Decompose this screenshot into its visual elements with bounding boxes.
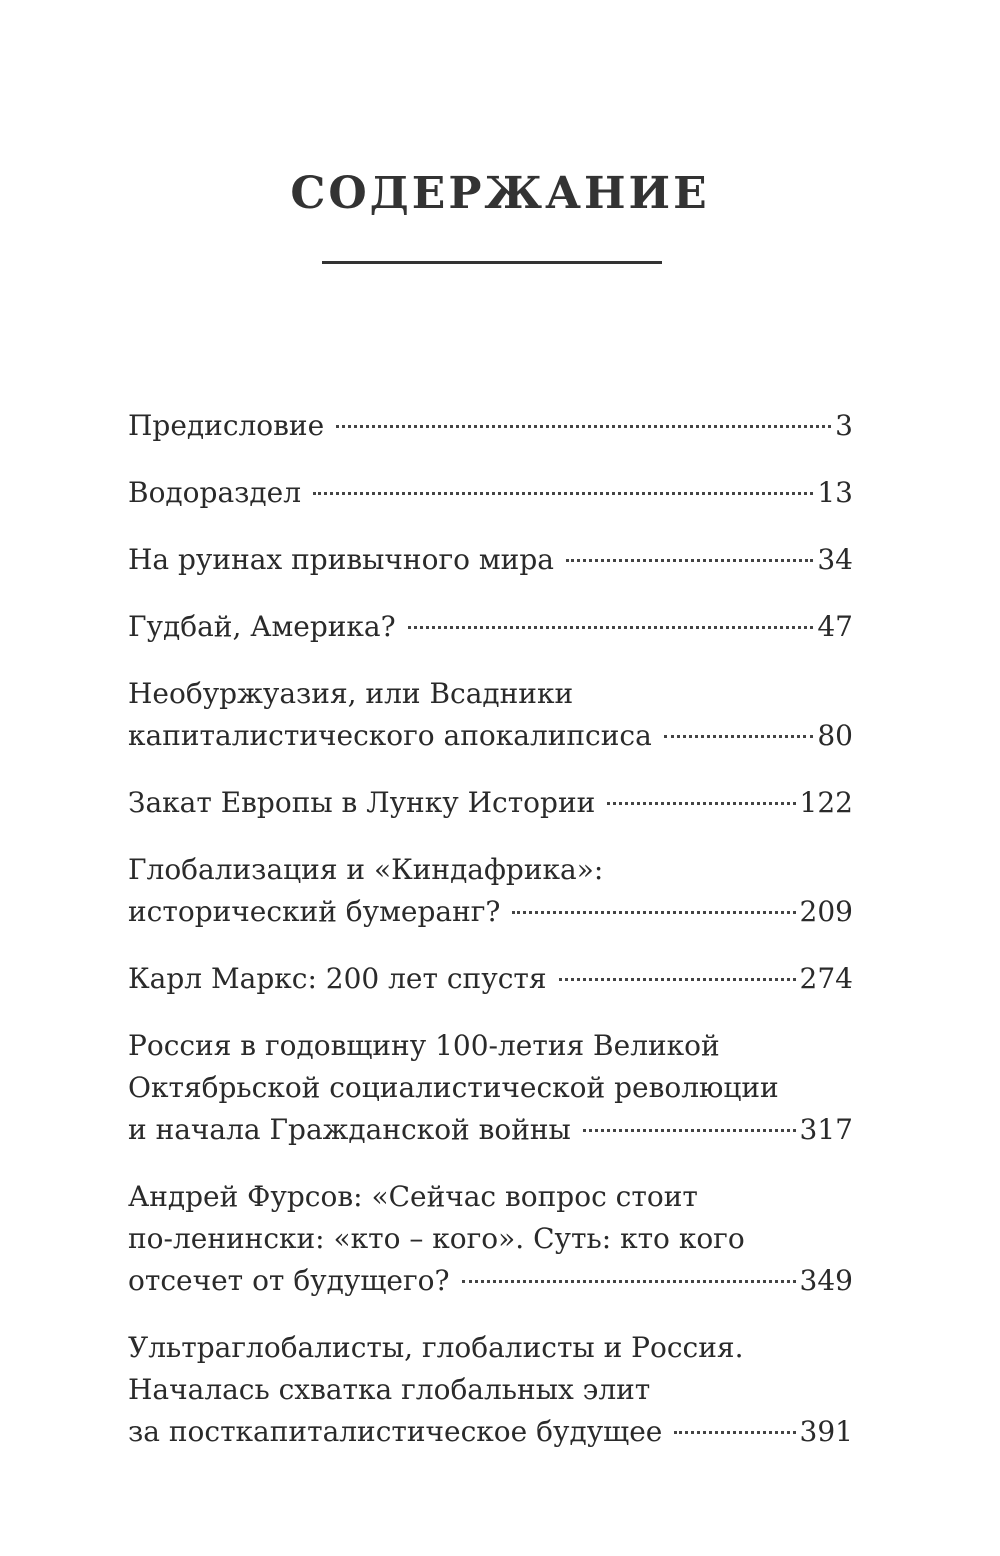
toc-entry: [128, 1025, 853, 1151]
toc-entry: [128, 472, 853, 514]
toc-entry: [128, 958, 853, 1000]
toc-entry: [128, 849, 853, 933]
dot-leader: [664, 735, 814, 738]
toc-entry-last-line: [128, 891, 853, 933]
toc-page-number: 80: [817, 719, 853, 752]
toc-entry-title-line: за посткапиталистическое будущее: [128, 1415, 663, 1448]
dot-leader: [336, 425, 831, 428]
toc-entry-title-line: Россия в годовщину 100-летия Великой: [128, 1029, 720, 1062]
toc-entry-title-line: На руинах привычного мира: [128, 543, 554, 576]
toc-entry: [128, 1176, 853, 1302]
toc-entry: [128, 539, 853, 581]
toc-entry-last-line: [128, 606, 853, 648]
dot-leader: [566, 559, 813, 562]
table-of-contents: [128, 405, 853, 1478]
dot-leader: [559, 978, 796, 981]
toc-entry-last-line: [128, 958, 853, 1000]
toc-entry: [128, 1327, 853, 1453]
page-title: СОДЕРЖАНИЕ: [290, 168, 710, 219]
toc-entry-title-line: Предисловие: [128, 409, 325, 442]
toc-entry-last-line: [128, 1411, 853, 1453]
toc-page-number: 391: [799, 1415, 853, 1448]
toc-entry-last-line: [128, 1260, 853, 1302]
dot-leader: [583, 1129, 796, 1132]
toc-entry: [128, 606, 853, 648]
toc-entry: [128, 673, 853, 757]
toc-entry-title-line: по-ленински: «кто – кого». Суть: кто кого: [128, 1222, 745, 1255]
toc-entry-title-line: Закат Европы в Лунку Истории: [128, 786, 596, 819]
toc-entry-title-line: Водораздел: [128, 476, 302, 509]
toc-entry-title-line: Октябрьской социалистической революции: [128, 1071, 779, 1104]
toc-entry-title-line: исторический бумеранг?: [128, 895, 501, 928]
title-divider: [322, 261, 662, 264]
toc-page-number: 209: [799, 895, 853, 928]
toc-entry-title-line: Андрей Фурсов: «Сейчас вопрос стоит: [128, 1180, 698, 1213]
toc-entry-title-line: Ультраглобалисты, глобалисты и Россия.: [128, 1331, 744, 1364]
toc-page-number: 47: [817, 610, 853, 643]
toc-entry-title-line: Глобализация и «Киндафрика»:: [128, 853, 604, 886]
toc-entry-last-line: [128, 539, 853, 581]
toc-entry-last-line: [128, 405, 853, 447]
toc-page-number: 34: [817, 543, 853, 576]
toc-page-number: 13: [817, 476, 853, 509]
toc-entry: [128, 405, 853, 447]
toc-entry-title-line: отсечет от будущего?: [128, 1264, 450, 1297]
toc-entry-last-line: [128, 472, 853, 514]
toc-entry-title-line: Гудбай, Америка?: [128, 610, 396, 643]
toc-page-number: 274: [799, 962, 853, 995]
toc-page-number: 317: [799, 1113, 853, 1146]
toc-entry-title-line: Карл Маркс: 200 лет спустя: [128, 962, 547, 995]
toc-entry-last-line: [128, 782, 853, 824]
toc-entry: [128, 782, 853, 824]
toc-page-number: 349: [799, 1264, 853, 1297]
toc-entry-last-line: [128, 1109, 853, 1151]
toc-page-number: 3: [835, 409, 853, 442]
toc-entry-title-line: Необуржуазия, или Всадники: [128, 677, 574, 710]
toc-entry-title-line: Началась схватка глобальных элит: [128, 1373, 651, 1406]
dot-leader: [408, 626, 814, 629]
toc-page-number: 122: [799, 786, 853, 819]
toc-entry-title-line: и начала Гражданской войны: [128, 1113, 571, 1146]
dot-leader: [462, 1280, 796, 1283]
dot-leader: [512, 911, 795, 914]
toc-entry-title-line: капиталистического апокалипсиса: [128, 719, 652, 752]
dot-leader: [607, 802, 795, 805]
dot-leader: [674, 1431, 795, 1434]
toc-entry-last-line: [128, 715, 853, 757]
dot-leader: [313, 492, 813, 495]
